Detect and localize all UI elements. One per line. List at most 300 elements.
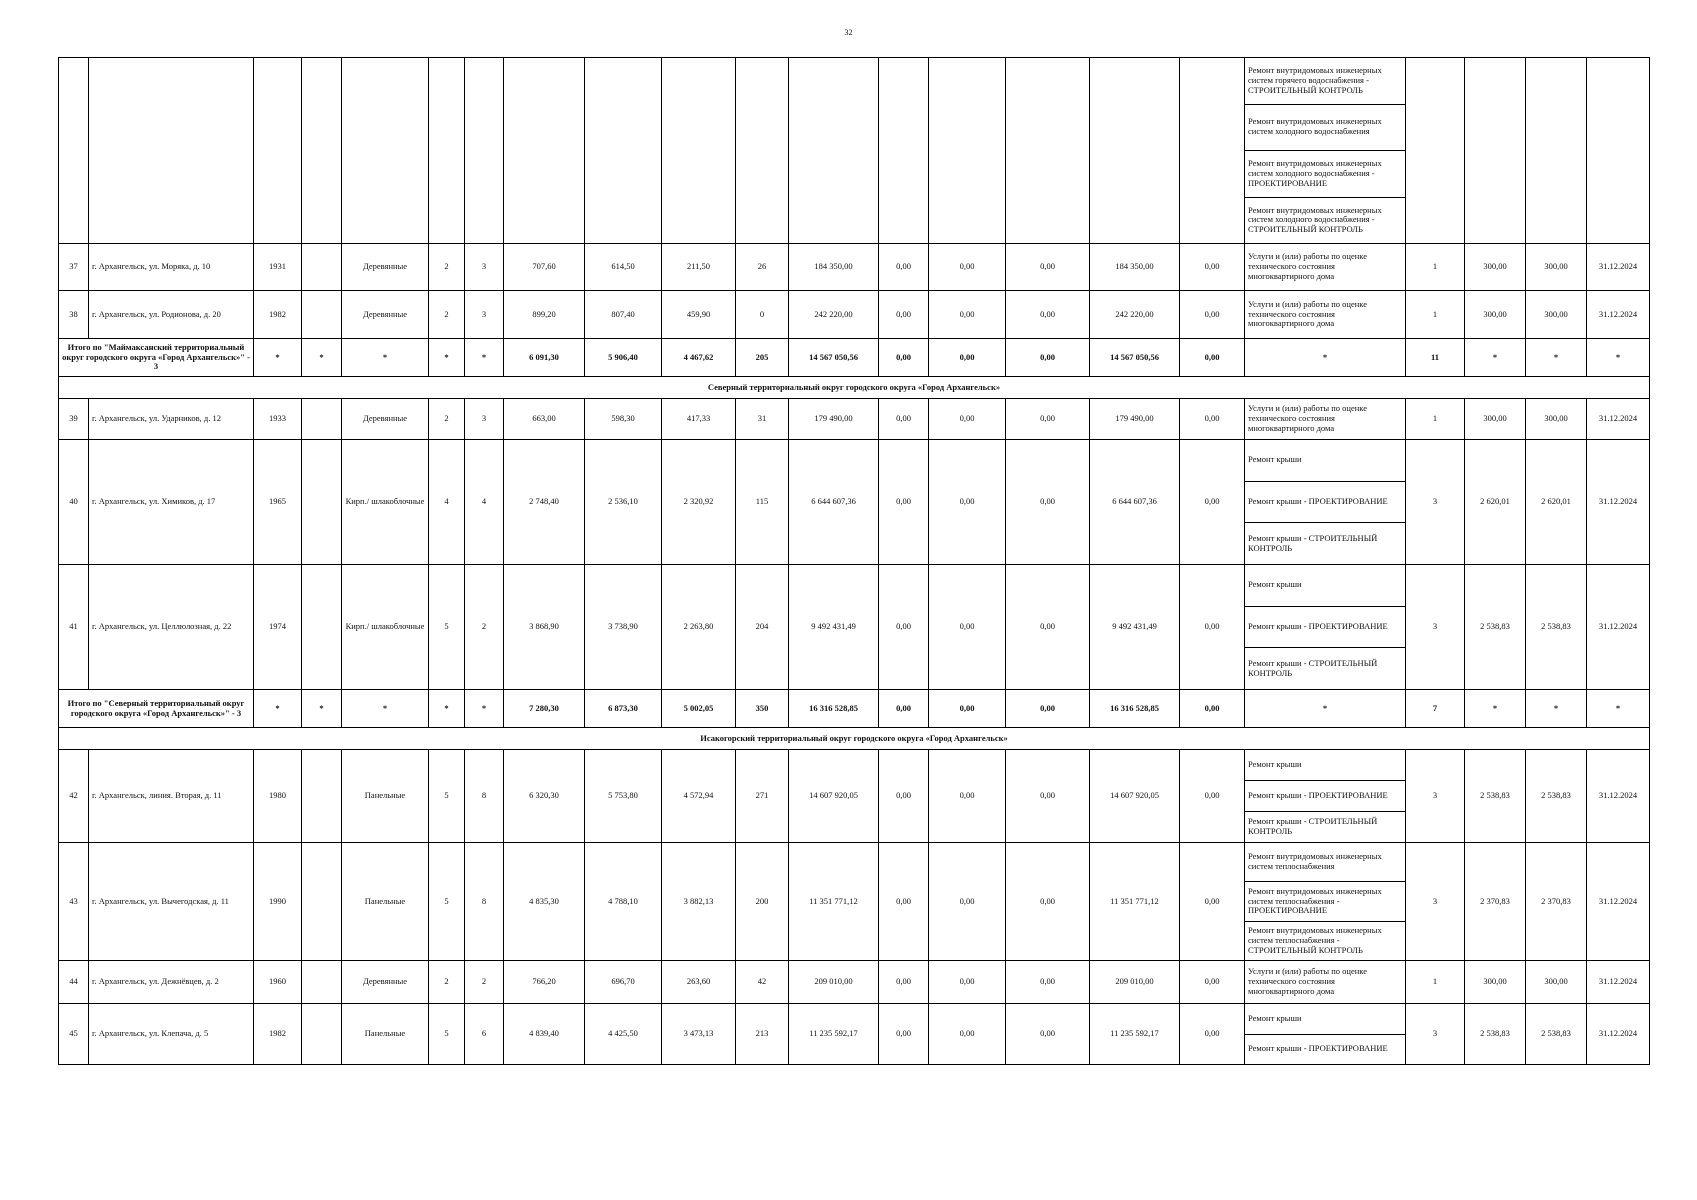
table-row bbox=[59, 750, 1650, 843]
cell: 2 748,40 bbox=[504, 440, 585, 565]
cell: 3 bbox=[1406, 565, 1465, 690]
cell bbox=[789, 58, 879, 244]
total-row bbox=[59, 690, 1650, 728]
cell: 42 bbox=[59, 750, 89, 843]
cell: 0,00 bbox=[879, 961, 929, 1004]
cell bbox=[662, 58, 736, 244]
cell: 1982 bbox=[254, 291, 302, 339]
cell: 41 bbox=[59, 565, 89, 690]
table-row bbox=[59, 1004, 1650, 1065]
cell: * bbox=[342, 690, 429, 728]
cell: 14 607 920,05 bbox=[1090, 750, 1180, 843]
cell: 2 538,83 bbox=[1526, 565, 1587, 690]
cell: 1 bbox=[1406, 244, 1465, 291]
cell: * bbox=[302, 339, 342, 377]
table-row bbox=[59, 440, 1650, 565]
cell: * bbox=[1526, 339, 1587, 377]
cell: 0,00 bbox=[929, 244, 1006, 291]
cell: 2 bbox=[465, 565, 504, 690]
cell: 707,60 bbox=[504, 244, 585, 291]
cell: 3 bbox=[465, 244, 504, 291]
cell: 0,00 bbox=[1006, 244, 1090, 291]
cell: 0,00 bbox=[879, 1004, 929, 1065]
cell: * bbox=[1245, 690, 1406, 728]
cell: 45 bbox=[59, 1004, 89, 1065]
cell: 2 538,83 bbox=[1465, 565, 1526, 690]
cell: 40 bbox=[59, 440, 89, 565]
cell bbox=[302, 399, 342, 440]
cell: 2 620,01 bbox=[1526, 440, 1587, 565]
cell: 0,00 bbox=[879, 690, 929, 728]
cell: 242 220,00 bbox=[1090, 291, 1180, 339]
cell: 5 002,05 bbox=[662, 690, 736, 728]
cell: 2 620,01 bbox=[1465, 440, 1526, 565]
works-cell bbox=[1245, 440, 1406, 565]
work-item: Ремонт внутридомовых инженерных систем теплоснабжения bbox=[1245, 843, 1405, 882]
works-cell bbox=[1245, 843, 1406, 961]
cell: 2 bbox=[429, 961, 465, 1004]
works-cell bbox=[1245, 1004, 1406, 1065]
cell: 115 bbox=[736, 440, 789, 565]
section-title: Исакогорский территориальный округ городского округа «Город Архангельск» bbox=[59, 728, 1650, 750]
work-item: Услуги и (или) работы по оценке технического состояния многоквартирного дома bbox=[1248, 403, 1367, 433]
cell: 0,00 bbox=[1180, 961, 1245, 1004]
cell: 5 753,80 bbox=[585, 750, 662, 843]
cell: 204 bbox=[736, 565, 789, 690]
total-label: Итого по "Маймаксанский территориальный округ городского округа «Город Архангельск»" - 3 bbox=[59, 339, 254, 377]
cell: 43 bbox=[59, 843, 89, 961]
cell: 0,00 bbox=[929, 1004, 1006, 1065]
cell: 0,00 bbox=[1006, 690, 1090, 728]
cell: 31.12.2024 bbox=[1587, 440, 1650, 565]
cell bbox=[302, 58, 342, 244]
cell: 6 644 607,36 bbox=[789, 440, 879, 565]
cell: 2 538,83 bbox=[1526, 1004, 1587, 1065]
cell: 2 538,83 bbox=[1465, 1004, 1526, 1065]
cell: 6 644 607,36 bbox=[1090, 440, 1180, 565]
cell: * bbox=[465, 690, 504, 728]
table-row bbox=[59, 399, 1650, 440]
cell: 2 538,83 bbox=[1465, 750, 1526, 843]
work-item: Ремонт внутридомовых инженерных систем холодного водоснабжения - ПРОЕКТИРОВАНИЕ bbox=[1245, 151, 1405, 198]
cell: 0,00 bbox=[879, 750, 929, 843]
work-item: Услуги и (или) работы по оценке технического состояния многоквартирного дома bbox=[1248, 966, 1367, 996]
cell: 31.12.2024 bbox=[1587, 1004, 1650, 1065]
cell: 184 350,00 bbox=[789, 244, 879, 291]
cell: г. Архангельск, ул. Вычегодская, д. 11 bbox=[89, 843, 254, 961]
cell: 31.12.2024 bbox=[1587, 750, 1650, 843]
works-cell bbox=[1245, 244, 1406, 291]
cell: Деревянные bbox=[342, 961, 429, 1004]
cell bbox=[302, 1004, 342, 1065]
works-cell bbox=[1245, 399, 1406, 440]
cell: 0,00 bbox=[1006, 291, 1090, 339]
cell: 0 bbox=[736, 291, 789, 339]
section-row bbox=[59, 377, 1650, 399]
cell: * bbox=[1465, 690, 1526, 728]
cell: 209 010,00 bbox=[1090, 961, 1180, 1004]
work-item: Ремонт крыши - СТРОИТЕЛЬНЫЙ КОНТРОЛЬ bbox=[1248, 532, 1378, 553]
cell bbox=[302, 843, 342, 961]
cell: 3 473,13 bbox=[662, 1004, 736, 1065]
cell: 2 263,80 bbox=[662, 565, 736, 690]
cell: 44 bbox=[59, 961, 89, 1004]
cell: * bbox=[1465, 339, 1526, 377]
section-title: Северный территориальный округ городского округа «Город Архангельск» bbox=[59, 377, 1650, 399]
cell: 200 bbox=[736, 843, 789, 961]
cell: 4 467,62 bbox=[662, 339, 736, 377]
cell: 2 370,83 bbox=[1465, 843, 1526, 961]
cell: 4 425,50 bbox=[585, 1004, 662, 1065]
cell: 1974 bbox=[254, 565, 302, 690]
cell: 1 bbox=[1406, 291, 1465, 339]
cell bbox=[89, 58, 254, 244]
cell bbox=[465, 58, 504, 244]
work-item: Ремонт крыши bbox=[1245, 1004, 1405, 1035]
cell: Кирп./ шлакоблочные bbox=[342, 440, 429, 565]
cell: 31.12.2024 bbox=[1587, 961, 1650, 1004]
cell: 0,00 bbox=[929, 750, 1006, 843]
cell: 3 bbox=[1406, 750, 1465, 843]
cell: Кирп./ шлакоблочные bbox=[342, 565, 429, 690]
cell: 11 351 771,12 bbox=[1090, 843, 1180, 961]
cell: 16 316 528,85 bbox=[1090, 690, 1180, 728]
cell bbox=[1180, 58, 1245, 244]
cell: г. Архангельск, ул. Дежнёвцев, д. 2 bbox=[89, 961, 254, 1004]
cell: 11 bbox=[1406, 339, 1465, 377]
cell: 6 873,30 bbox=[585, 690, 662, 728]
cell: 7 280,30 bbox=[504, 690, 585, 728]
cell: 1 bbox=[1406, 961, 1465, 1004]
cell: г. Архангельск, ул. Моряка, д. 10 bbox=[89, 244, 254, 291]
cell: 0,00 bbox=[1006, 440, 1090, 565]
table-row bbox=[59, 961, 1650, 1004]
work-item: Ремонт внутридомовых инженерных систем теплоснабжения - СТРОИТЕЛЬНЫЙ КОНТРОЛЬ bbox=[1248, 925, 1382, 955]
cell: 2 bbox=[429, 399, 465, 440]
cell: 0,00 bbox=[1006, 399, 1090, 440]
cell: * bbox=[302, 690, 342, 728]
cell: 598,30 bbox=[585, 399, 662, 440]
cell: 6 320,30 bbox=[504, 750, 585, 843]
cell: 14 567 050,56 bbox=[1090, 339, 1180, 377]
cell: 31.12.2024 bbox=[1587, 565, 1650, 690]
cell: 16 316 528,85 bbox=[789, 690, 879, 728]
cell: 300,00 bbox=[1465, 291, 1526, 339]
cell bbox=[1406, 58, 1465, 244]
cell: 3 bbox=[465, 291, 504, 339]
work-item: Ремонт внутридомовых инженерных систем холодного водоснабжения - СТРОИТЕЛЬНЫЙ КОНТРОЛЬ bbox=[1248, 204, 1382, 235]
cell: 0,00 bbox=[929, 565, 1006, 690]
cell: 0,00 bbox=[1006, 565, 1090, 690]
cell bbox=[1465, 58, 1526, 244]
cell: * bbox=[1526, 690, 1587, 728]
work-item: Ремонт крыши bbox=[1245, 565, 1405, 607]
cell: 42 bbox=[736, 961, 789, 1004]
cell: 0,00 bbox=[879, 440, 929, 565]
work-item: Ремонт крыши - ПРОЕКТИРОВАНИЕ bbox=[1245, 781, 1405, 812]
cell: 350 bbox=[736, 690, 789, 728]
cell: 205 bbox=[736, 339, 789, 377]
total-label: Итого по "Северный территориальный округ городского округа «Город Архангельск»" - 3 bbox=[59, 690, 254, 728]
table-row bbox=[59, 244, 1650, 291]
cell: 3 bbox=[1406, 1004, 1465, 1065]
cell: * bbox=[429, 690, 465, 728]
table-row bbox=[59, 58, 1650, 244]
cell: 1933 bbox=[254, 399, 302, 440]
cell: 179 490,00 bbox=[1090, 399, 1180, 440]
works-cell bbox=[1245, 58, 1406, 244]
total-row bbox=[59, 339, 1650, 377]
work-item: Услуги и (или) работы по оценке технического состояния многоквартирного дома bbox=[1248, 251, 1367, 281]
cell: г. Архангельск, линия. Вторая, д. 11 bbox=[89, 750, 254, 843]
cell: 2 536,10 bbox=[585, 440, 662, 565]
cell: г. Архангельск, ул. Клепача, д. 5 bbox=[89, 1004, 254, 1065]
cell: 300,00 bbox=[1465, 399, 1526, 440]
cell: 300,00 bbox=[1526, 291, 1587, 339]
cell: 11 351 771,12 bbox=[789, 843, 879, 961]
cell: г. Архангельск, ул. Целлюлозная, д. 22 bbox=[89, 565, 254, 690]
work-item: Ремонт крыши bbox=[1245, 440, 1405, 482]
cell: 7 bbox=[1406, 690, 1465, 728]
cell: 1990 bbox=[254, 843, 302, 961]
cell: 8 bbox=[465, 750, 504, 843]
cell: 242 220,00 bbox=[789, 291, 879, 339]
cell: 0,00 bbox=[1180, 440, 1245, 565]
cell: 3 bbox=[1406, 440, 1465, 565]
table-row bbox=[59, 843, 1650, 961]
cell: 1931 bbox=[254, 244, 302, 291]
cell bbox=[302, 961, 342, 1004]
cell bbox=[929, 58, 1006, 244]
cell: 37 bbox=[59, 244, 89, 291]
cell: 3 bbox=[465, 399, 504, 440]
cell: 0,00 bbox=[929, 399, 1006, 440]
cell: * bbox=[429, 339, 465, 377]
cell bbox=[302, 244, 342, 291]
cell: 6 091,30 bbox=[504, 339, 585, 377]
table-row bbox=[59, 291, 1650, 339]
cell: 417,33 bbox=[662, 399, 736, 440]
cell bbox=[879, 58, 929, 244]
cell bbox=[1090, 58, 1180, 244]
cell: 26 bbox=[736, 244, 789, 291]
cell bbox=[302, 565, 342, 690]
cell: 0,00 bbox=[1180, 339, 1245, 377]
table-row bbox=[59, 565, 1650, 690]
cell: 213 bbox=[736, 1004, 789, 1065]
cell bbox=[585, 58, 662, 244]
cell: 300,00 bbox=[1526, 399, 1587, 440]
cell: 4 839,40 bbox=[504, 1004, 585, 1065]
cell bbox=[302, 291, 342, 339]
cell: 31.12.2024 bbox=[1587, 291, 1650, 339]
cell: 271 bbox=[736, 750, 789, 843]
cell: 184 350,00 bbox=[1090, 244, 1180, 291]
cell: 31 bbox=[736, 399, 789, 440]
work-item: Ремонт крыши - ПРОЕКТИРОВАНИЕ bbox=[1245, 482, 1405, 524]
cell bbox=[504, 58, 585, 244]
cell: 2 bbox=[429, 291, 465, 339]
cell: Панельные bbox=[342, 750, 429, 843]
cell: 3 bbox=[1406, 843, 1465, 961]
cell: 0,00 bbox=[929, 440, 1006, 565]
cell: * bbox=[465, 339, 504, 377]
cell: 0,00 bbox=[1180, 1004, 1245, 1065]
works-cell bbox=[1245, 961, 1406, 1004]
cell bbox=[736, 58, 789, 244]
cell: * bbox=[342, 339, 429, 377]
cell: 0,00 bbox=[929, 843, 1006, 961]
cell: 0,00 bbox=[1006, 750, 1090, 843]
cell: 807,40 bbox=[585, 291, 662, 339]
cell: 0,00 bbox=[879, 244, 929, 291]
cell bbox=[1587, 58, 1650, 244]
cell: * bbox=[1587, 339, 1650, 377]
cell: 6 bbox=[465, 1004, 504, 1065]
work-item: Ремонт внутридомовых инженерных систем горячего водоснабжения - СТРОИТЕЛЬНЫЙ КОНТРОЛЬ bbox=[1245, 58, 1405, 105]
cell: 0,00 bbox=[879, 399, 929, 440]
cell: * bbox=[1245, 339, 1406, 377]
cell: 0,00 bbox=[1180, 843, 1245, 961]
cell: 31.12.2024 bbox=[1587, 843, 1650, 961]
cell bbox=[342, 58, 429, 244]
cell bbox=[1526, 58, 1587, 244]
cell: * bbox=[254, 690, 302, 728]
cell: * bbox=[1587, 690, 1650, 728]
cell: 0,00 bbox=[1180, 291, 1245, 339]
cell: 300,00 bbox=[1465, 244, 1526, 291]
cell: 0,00 bbox=[1006, 843, 1090, 961]
cell: 696,70 bbox=[585, 961, 662, 1004]
work-item: Ремонт внутридомовых инженерных систем теплоснабжения - ПРОЕКТИРОВАНИЕ bbox=[1245, 882, 1405, 921]
cell bbox=[1006, 58, 1090, 244]
cell: 614,50 bbox=[585, 244, 662, 291]
cell bbox=[254, 58, 302, 244]
cell: 0,00 bbox=[1180, 750, 1245, 843]
cell: Деревянные bbox=[342, 399, 429, 440]
cell: 0,00 bbox=[929, 291, 1006, 339]
works-cell bbox=[1245, 291, 1406, 339]
cell: 766,20 bbox=[504, 961, 585, 1004]
cell: 209 010,00 bbox=[789, 961, 879, 1004]
cell: 0,00 bbox=[879, 565, 929, 690]
cell: 14 567 050,56 bbox=[789, 339, 879, 377]
work-item: Ремонт крыши - СТРОИТЕЛЬНЫЙ КОНТРОЛЬ bbox=[1248, 657, 1378, 678]
cell: * bbox=[254, 339, 302, 377]
cell: 2 bbox=[465, 961, 504, 1004]
cell: 5 906,40 bbox=[585, 339, 662, 377]
cell: 0,00 bbox=[879, 291, 929, 339]
cell: 0,00 bbox=[929, 961, 1006, 1004]
cell: 1982 bbox=[254, 1004, 302, 1065]
cell: 4 788,10 bbox=[585, 843, 662, 961]
cell: 459,90 bbox=[662, 291, 736, 339]
works-cell bbox=[1245, 565, 1406, 690]
cell: 899,20 bbox=[504, 291, 585, 339]
cell: 663,00 bbox=[504, 399, 585, 440]
cell: 3 882,13 bbox=[662, 843, 736, 961]
cell: 4 572,94 bbox=[662, 750, 736, 843]
cell: 263,60 bbox=[662, 961, 736, 1004]
cell: 11 235 592,17 bbox=[789, 1004, 879, 1065]
cell: г. Архангельск, ул. Химиков, д. 17 bbox=[89, 440, 254, 565]
cell: 0,00 bbox=[879, 339, 929, 377]
cell: 0,00 bbox=[1006, 961, 1090, 1004]
cell: 211,50 bbox=[662, 244, 736, 291]
cell: 31.12.2024 bbox=[1587, 244, 1650, 291]
cell: 5 bbox=[429, 1004, 465, 1065]
cell: 1 bbox=[1406, 399, 1465, 440]
cell: 179 490,00 bbox=[789, 399, 879, 440]
cell bbox=[302, 440, 342, 565]
cell: 4 835,30 bbox=[504, 843, 585, 961]
cell bbox=[59, 58, 89, 244]
cell: 5 bbox=[429, 565, 465, 690]
work-item: Ремонт крыши bbox=[1245, 750, 1405, 781]
cell: 2 370,83 bbox=[1526, 843, 1587, 961]
cell: 5 bbox=[429, 843, 465, 961]
cell: г. Архангельск, ул. Родионова, д. 20 bbox=[89, 291, 254, 339]
cell: 0,00 bbox=[929, 339, 1006, 377]
cell: 0,00 bbox=[1006, 339, 1090, 377]
cell: 2 bbox=[429, 244, 465, 291]
cell: 4 bbox=[429, 440, 465, 565]
cell bbox=[429, 58, 465, 244]
work-item: Услуги и (или) работы по оценке технического состояния многоквартирного дома bbox=[1248, 298, 1367, 329]
cell: 300,00 bbox=[1465, 961, 1526, 1004]
cell: 0,00 bbox=[929, 690, 1006, 728]
cell: 300,00 bbox=[1526, 244, 1587, 291]
cell: 0,00 bbox=[1006, 1004, 1090, 1065]
cell: 0,00 bbox=[879, 843, 929, 961]
cell: 0,00 bbox=[1180, 690, 1245, 728]
capital-repair-register-table bbox=[58, 57, 1650, 1065]
cell: 300,00 bbox=[1526, 961, 1587, 1004]
cell: 3 738,90 bbox=[585, 565, 662, 690]
cell: 31.12.2024 bbox=[1587, 399, 1650, 440]
cell: 4 bbox=[465, 440, 504, 565]
cell: 1965 bbox=[254, 440, 302, 565]
cell: 0,00 bbox=[1180, 565, 1245, 690]
cell: 2 538,83 bbox=[1526, 750, 1587, 843]
cell: 0,00 bbox=[1180, 399, 1245, 440]
cell: 14 607 920,05 bbox=[789, 750, 879, 843]
cell: 8 bbox=[465, 843, 504, 961]
cell bbox=[302, 750, 342, 843]
cell: 2 320,92 bbox=[662, 440, 736, 565]
page-number: 32 bbox=[844, 28, 853, 37]
section-row bbox=[59, 728, 1650, 750]
cell: Деревянные bbox=[342, 244, 429, 291]
cell: 9 492 431,49 bbox=[1090, 565, 1180, 690]
work-item: Ремонт внутридомовых инженерных систем холодного водоснабжения bbox=[1245, 105, 1405, 152]
cell: 0,00 bbox=[1180, 244, 1245, 291]
cell: 1980 bbox=[254, 750, 302, 843]
cell: Панельные bbox=[342, 1004, 429, 1065]
cell: г. Архангельск, ул. Ударников, д. 12 bbox=[89, 399, 254, 440]
cell: 11 235 592,17 bbox=[1090, 1004, 1180, 1065]
work-item: Ремонт крыши - ПРОЕКТИРОВАНИЕ bbox=[1245, 607, 1405, 649]
cell: 1960 bbox=[254, 961, 302, 1004]
cell: 5 bbox=[429, 750, 465, 843]
cell: 3 868,90 bbox=[504, 565, 585, 690]
cell: 9 492 431,49 bbox=[789, 565, 879, 690]
cell: 38 bbox=[59, 291, 89, 339]
cell: 39 bbox=[59, 399, 89, 440]
work-item: Ремонт крыши - СТРОИТЕЛЬНЫЙ КОНТРОЛЬ bbox=[1248, 816, 1378, 836]
works-cell bbox=[1245, 750, 1406, 843]
cell: Деревянные bbox=[342, 291, 429, 339]
